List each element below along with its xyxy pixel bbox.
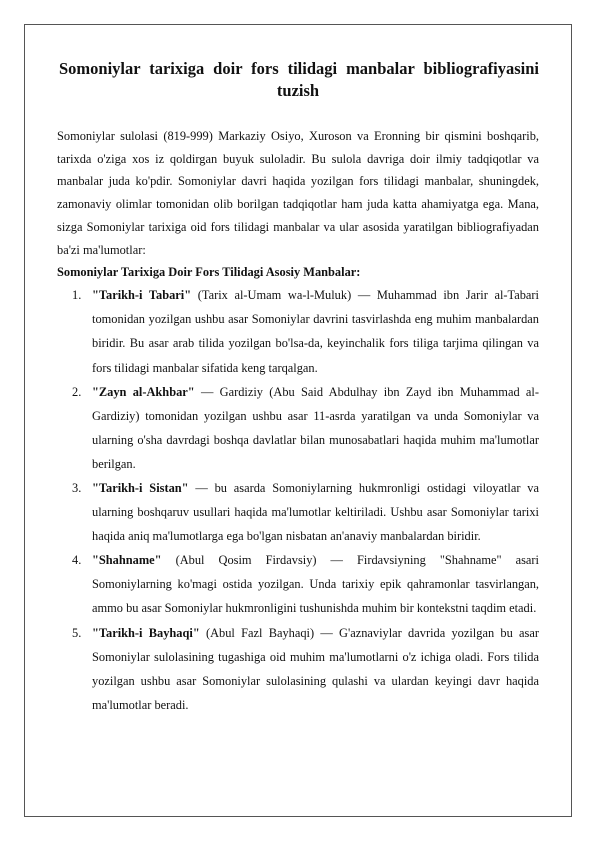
document-title bbox=[57, 58, 539, 102]
source-number: 1. bbox=[72, 288, 82, 303]
source-number: 2. bbox=[72, 384, 82, 399]
source-title: "Tarikh-i Bayhaqi" bbox=[92, 625, 200, 640]
source-title: "Tarikh-i Tabari" bbox=[92, 288, 192, 303]
source-number: 5. bbox=[72, 625, 82, 640]
source-item bbox=[57, 476, 539, 548]
source-item bbox=[57, 380, 539, 476]
source-item bbox=[57, 283, 539, 379]
source-description: — Gardiziy (Abu Said Abdulhay ibn Zayd ibn Muhammad al-Gardiziy) tomonidan yozilgan ushbu asar 11-asrda yaratilgan va unda Somoniylar va ularning o'sha davrdagi boshqa davlatlar bilan munosabatlari haqida muhim ma'lumotlar berilgan. bbox=[92, 384, 539, 471]
sources-list bbox=[57, 283, 539, 717]
source-title: "Tarikh-i Sistan" bbox=[92, 480, 189, 495]
source-title: "Shahname" bbox=[92, 553, 162, 568]
source-title: "Zayn al-Akhbar" bbox=[92, 384, 195, 399]
document-body bbox=[57, 58, 539, 717]
source-description: (Abul Fazl Bayhaqi) — G'aznaviylar davrida yozilgan bu asar Somoniylar sulolasining tugashiga oid muhim ma'lumotlarni o'z ichiga oladi. Fors tilida yozilgan ushbu asar Somoniylar sulolasining qulashi va ulardan keyingi davr haqida ma'lumotlar beradi. bbox=[92, 625, 539, 712]
section-heading: Somoniylar Tarixiga Doir Fors Tilidagi Asosiy Manbalar: bbox=[57, 265, 361, 280]
title-line-1: Somoniylar tarixiga doir fors tilidagi manbalar bibliografiyasini bbox=[59, 59, 539, 78]
source-item bbox=[57, 621, 539, 717]
intro-paragraph: Somoniylar sulolasi (819-999) Markaziy Osiyo, Xuroson va Eronning bir qismini boshqarib, tarixda o'ziga xos iz qoldirgan buyuk suloladir. Bu sulola davriga doir ilmiy tadqiqotlar va manbalar juda ko'pdir. Somoniylar davri haqida yozilgan fors tilidagi manbalar, shuningdek, zamonaviy olimlar tomonidan olib borilgan tadqiqotlar ham juda katta ahamiyatga ega. Mana, sizga Somoniylar tarixiga oid fors tilidagi manbalar va ular asosida yaratilgan bibliografiyadan ba'zi ma'lumotlar: bbox=[57, 129, 539, 257]
source-description: (Abul Qosim Firdavsiy) — Firdavsiyning "Shahname" asari Somoniylarning ko'magi ostida yozilgan. Unda tarixiy epik qahramonlar tasvirlangan, ammo bu asar Somoniylar hukmronligini tushunishda muhim bir kontekstni taqdim etadi. bbox=[92, 553, 539, 616]
source-description: — bu asarda Somoniylarning hukmronligi ostidagi viloyatlar va ularning boshqaruv usullari haqida ma'lumotlar keltiriladi. Ushbu asar Somoniylar tarixi haqida aniq ma'lumotlarga ega bo'lgan nisbatan an'anaviy manbalardan biridir. bbox=[92, 480, 539, 544]
source-item bbox=[57, 548, 539, 620]
source-description: (Tarix al-Umam wa-l-Muluk) — Muhammad ibn Jarir al-Tabari tomonidan yozilgan ushbu asar Somoniylar davrini tasvirlashda eng muhim manbalardan biridir. Bu asar arab tilida yozilgan bo'lsa-da, keyinchalik fors tiliga tarjima qilingan va fors tilidagi manbalar sifatida keng tarqalgan. bbox=[92, 288, 539, 375]
source-number: 3. bbox=[72, 480, 82, 495]
title-line-2: tuzish bbox=[276, 81, 320, 100]
source-number: 4. bbox=[72, 553, 82, 568]
